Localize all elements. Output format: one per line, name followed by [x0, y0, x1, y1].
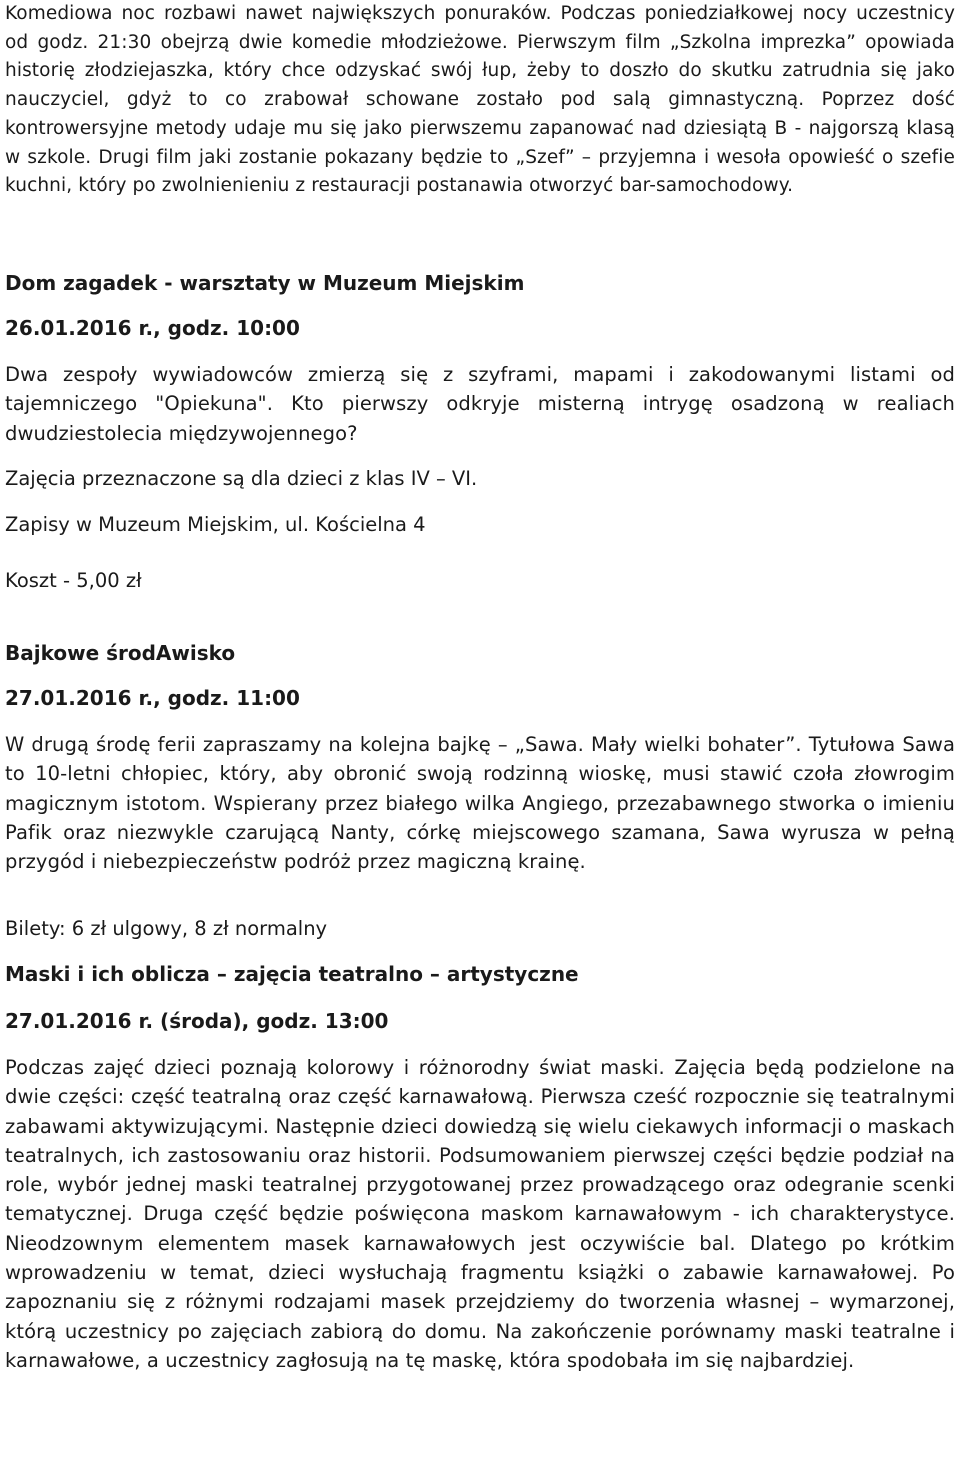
event2-title: Bajkowe środAwisko: [5, 641, 236, 665]
event1-title: Dom zagadek - warsztaty w Muzeum Miejskim: [5, 271, 525, 295]
event2-tickets: Bilety: 6 zł ulgowy, 8 zł normalny: [5, 917, 328, 940]
event3-title: Maski i ich oblicza – zajęcia teatralno – artystyczne: [5, 962, 579, 986]
event1-registration: Zapisy w Muzeum Miejskim, ul. Kościelna 4: [5, 513, 426, 536]
event2-description: W drugą środę ferii zapraszamy na kolejna bajkę – „Sawa. Mały wielki bohater”. Tytułowa Sawa to 10-letni chłopiec, który, aby obronić swoją rodzinną wioskę, musi stawić czoła złowrogim magicznym istotom. Wspierany przez białego wilka Angiego, przezabawnego stworka o imieniu Pafik oraz niezwykle czarującą Nanty, córkę miejscowego szamana, Sawa wyrusza w pełną przygód i niebezpieczeństw podróż przez magiczną krainę.: [5, 733, 955, 874]
event2-date: 27.01.2016 r., godz. 11:00: [5, 686, 300, 710]
event1-description: Dwa zespoły wywiadowców zmierzą się z szyframi, mapami i zakodowanymi listami od tajemniczego "Opiekuna". Kto pierwszy odkryje misterną intrygę osadzoną w realiach dwudziestolecia międzywojennego?: [5, 363, 955, 445]
event3-date: 27.01.2016 r. (środa), godz. 13:00: [5, 1009, 389, 1033]
event1-cost: Koszt - 5,00 zł: [5, 569, 142, 592]
intro-paragraph: Komediowa noc rozbawi nawet największych ponuraków. Podczas poniedziałkowej nocy uczestnicy od godz. 21:30 obejrzą dwie komedie młodzieżowe. Pierwszym film „Szkolna imprezka” opowiada historię złodziejaszka, który chce odzyskać swój łup, żeby to doszło do skutku zatrudnia się jako nauczyciel, gdyż to co zrabował schowane zostało pod salą gimnastyczną. Poprzez dość kontrowersyjne metody udaje mu się jako pierwszemu zapanować nad dziesiątą B - najgorszą klasą w szkole. Drugi film jaki zostanie pokazany będzie to „Szef” – przyjemna i wesoła opowieść o szefie kuchni, który po zwolnienieniu z restauracji postanawia otworzyć bar-samochodowy.: [5, 3, 955, 197]
event1-audience: Zajęcia przeznaczone są dla dzieci z klas IV – VI.: [5, 467, 478, 490]
event1-date: 26.01.2016 r., godz. 10:00: [5, 316, 300, 340]
event3-description: Podczas zajęć dzieci poznają kolorowy i różnorodny świat maski. Zajęcia będą podzielone na dwie części: część teatralną oraz część karnawałową. Pierwsza cześć rozpocznie się teatralnymi zabawami aktywizującymi. Następnie dzieci dowiedzą się wielu ciekawych informacji o maskach teatralnych, ich zastosowaniu oraz historii. Podsumowaniem pierwszej części będzie podział na role, wybór jednej maski teatralnej przygotowanej przez prowadzącego oraz odegranie scenki tematycznej. Druga część będzie poświęcona maskom karnawałowym - ich charakterystyce. Nieodzownym elementem masek karnawałowych jest oczywiście bal. Dlatego po krótkim wprowadzeniu w temat, dzieci wysłuchają fragmentu książki o zabawie karnawałowej. Po zapoznaniu się z różnymi rodzajami masek przejdziemy do tworzenia własnej – wymarzonej, którą uczestnicy po zajęciach zabiorą do domu. Na zakończenie porównamy maski teatralne i karnawałowe, a uczestnicy zagłosują na tę maskę, która spodobała im się najbardziej.: [5, 1056, 955, 1372]
